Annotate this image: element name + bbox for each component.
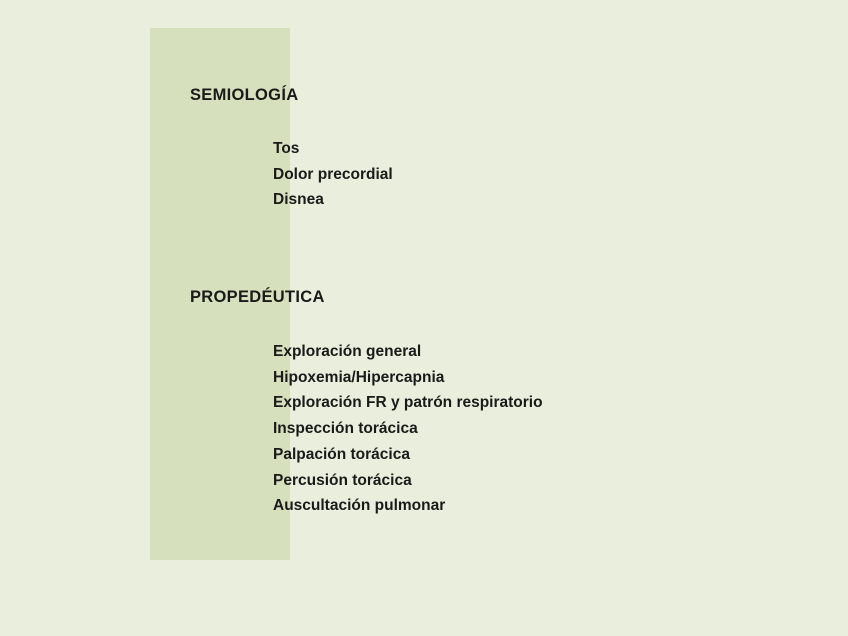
list-item: Tos: [273, 140, 300, 157]
list-item: Dolor precordial: [273, 165, 393, 183]
list-item: Palpación torácica: [273, 445, 410, 463]
list-item: Inspección torácica: [273, 420, 418, 438]
propedeutica-item-list: [273, 339, 543, 519]
section-title-semiologia: SEMIOLOGÍA: [190, 86, 299, 104]
list-item: Hipoxemia/Hipercapnia: [273, 368, 445, 386]
list-item: Exploración FR y patrón respiratorio: [273, 394, 543, 412]
semiologia-item-list: [273, 136, 393, 213]
list-item: Percusión torácica: [273, 471, 412, 489]
list-item: Disnea: [273, 191, 324, 209]
list-item: Auscultación pulmonar: [273, 497, 446, 515]
section-title-propedeutica: PROPEDÉUTICA: [190, 288, 325, 306]
list-item: Exploración general: [273, 343, 422, 360]
